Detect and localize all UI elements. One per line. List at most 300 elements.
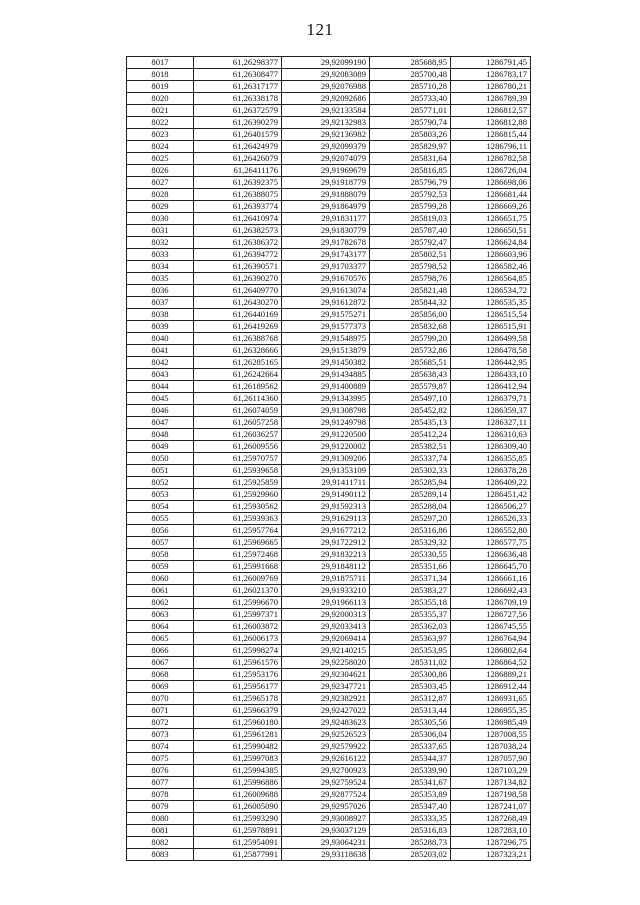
- y-coordinate-cell: 1286645,70: [451, 561, 531, 573]
- point-number-cell: 8061: [127, 585, 194, 597]
- x-coordinate-cell: 285285,94: [370, 477, 451, 489]
- table-row: [127, 117, 531, 129]
- x-coordinate-cell: 285856,00: [370, 309, 451, 321]
- longitude-cell: 29,91969679: [282, 165, 370, 177]
- x-coordinate-cell: 285383,27: [370, 585, 451, 597]
- page-number: 121: [306, 20, 334, 39]
- point-number-cell: 8075: [127, 753, 194, 765]
- table-row: [127, 717, 531, 729]
- longitude-cell: 29,92033413: [282, 621, 370, 633]
- point-number-cell: 8037: [127, 297, 194, 309]
- table-row: [127, 849, 531, 861]
- longitude-cell: 29,92140215: [282, 645, 370, 657]
- x-coordinate-cell: 285353,89: [370, 789, 451, 801]
- table-row: [127, 525, 531, 537]
- longitude-cell: 29,92133584: [282, 105, 370, 117]
- latitude-cell: 61,26298377: [194, 57, 282, 69]
- latitude-cell: 61,25993290: [194, 813, 282, 825]
- longitude-cell: 29,91830779: [282, 225, 370, 237]
- x-coordinate-cell: 285288,04: [370, 501, 451, 513]
- longitude-cell: 29,92483623: [282, 717, 370, 729]
- y-coordinate-cell: 1286412,94: [451, 381, 531, 393]
- coordinates-table: [126, 56, 531, 861]
- point-number-cell: 8059: [127, 561, 194, 573]
- x-coordinate-cell: 285802,51: [370, 249, 451, 261]
- y-coordinate-cell: 1286669,26: [451, 201, 531, 213]
- point-number-cell: 8058: [127, 549, 194, 561]
- table-row: [127, 693, 531, 705]
- x-coordinate-cell: 285353,95: [370, 645, 451, 657]
- x-coordinate-cell: 285803,26: [370, 129, 451, 141]
- x-coordinate-cell: 285363,97: [370, 633, 451, 645]
- point-number-cell: 8043: [127, 369, 194, 381]
- x-coordinate-cell: 285337,74: [370, 453, 451, 465]
- x-coordinate-cell: 285341,67: [370, 777, 451, 789]
- x-coordinate-cell: 285333,35: [370, 813, 451, 825]
- longitude-cell: 29,91864979: [282, 201, 370, 213]
- point-number-cell: 8047: [127, 417, 194, 429]
- x-coordinate-cell: 285312,87: [370, 693, 451, 705]
- y-coordinate-cell: 1286864,52: [451, 657, 531, 669]
- table-row: [127, 417, 531, 429]
- latitude-cell: 61,25972468: [194, 549, 282, 561]
- point-number-cell: 8019: [127, 81, 194, 93]
- latitude-cell: 61,26003872: [194, 621, 282, 633]
- longitude-cell: 29,91670576: [282, 273, 370, 285]
- y-coordinate-cell: 1286603,96: [451, 249, 531, 261]
- point-number-cell: 8081: [127, 825, 194, 837]
- point-number-cell: 8072: [127, 717, 194, 729]
- y-coordinate-cell: 1287103,29: [451, 765, 531, 777]
- point-number-cell: 8050: [127, 453, 194, 465]
- table-row: [127, 345, 531, 357]
- y-coordinate-cell: 1286409,22: [451, 477, 531, 489]
- point-number-cell: 8034: [127, 261, 194, 273]
- x-coordinate-cell: 285305,56: [370, 717, 451, 729]
- point-number-cell: 8080: [127, 813, 194, 825]
- x-coordinate-cell: 285831,64: [370, 153, 451, 165]
- x-coordinate-cell: 285337,65: [370, 741, 451, 753]
- latitude-cell: 61,26390270: [194, 273, 282, 285]
- latitude-cell: 61,26328666: [194, 345, 282, 357]
- x-coordinate-cell: 285819,03: [370, 213, 451, 225]
- longitude-cell: 29,91703377: [282, 261, 370, 273]
- point-number-cell: 8022: [127, 117, 194, 129]
- y-coordinate-cell: 1286355,85: [451, 453, 531, 465]
- latitude-cell: 61,25961281: [194, 729, 282, 741]
- coordinates-table-body: [127, 57, 531, 861]
- y-coordinate-cell: 1286310,63: [451, 429, 531, 441]
- latitude-cell: 61,26424979: [194, 141, 282, 153]
- x-coordinate-cell: 285688,95: [370, 57, 451, 69]
- table-row: [127, 93, 531, 105]
- longitude-cell: 29,91848112: [282, 561, 370, 573]
- y-coordinate-cell: 1286582,46: [451, 261, 531, 273]
- latitude-cell: 61,26074059: [194, 405, 282, 417]
- y-coordinate-cell: 1286433,10: [451, 369, 531, 381]
- y-coordinate-cell: 1286650,51: [451, 225, 531, 237]
- latitude-cell: 61,26411176: [194, 165, 282, 177]
- table-row: [127, 189, 531, 201]
- x-coordinate-cell: 285771,01: [370, 105, 451, 117]
- x-coordinate-cell: 285638,43: [370, 369, 451, 381]
- latitude-cell: 61,26009556: [194, 441, 282, 453]
- point-number-cell: 8056: [127, 525, 194, 537]
- point-number-cell: 8041: [127, 345, 194, 357]
- table-row: [127, 213, 531, 225]
- latitude-cell: 61,25925859: [194, 477, 282, 489]
- y-coordinate-cell: 1287323,21: [451, 849, 531, 861]
- x-coordinate-cell: 285844,32: [370, 297, 451, 309]
- latitude-cell: 61,26410974: [194, 213, 282, 225]
- longitude-cell: 29,91309206: [282, 453, 370, 465]
- x-coordinate-cell: 285792,47: [370, 237, 451, 249]
- point-number-cell: 8049: [127, 441, 194, 453]
- point-number-cell: 8017: [127, 57, 194, 69]
- table-row: [127, 813, 531, 825]
- table-row: [127, 57, 531, 69]
- table-row: [127, 537, 531, 549]
- point-number-cell: 8054: [127, 501, 194, 513]
- table-row: [127, 249, 531, 261]
- y-coordinate-cell: 1286681,44: [451, 189, 531, 201]
- x-coordinate-cell: 285300,86: [370, 669, 451, 681]
- latitude-cell: 61,25965178: [194, 693, 282, 705]
- y-coordinate-cell: 1287283,10: [451, 825, 531, 837]
- table-row: [127, 657, 531, 669]
- latitude-cell: 61,26426079: [194, 153, 282, 165]
- table-row: [127, 261, 531, 273]
- y-coordinate-cell: 1286636,48: [451, 549, 531, 561]
- y-coordinate-cell: 1286442,95: [451, 357, 531, 369]
- x-coordinate-cell: 285313,44: [370, 705, 451, 717]
- y-coordinate-cell: 1286661,16: [451, 573, 531, 585]
- table-row: [127, 789, 531, 801]
- table-row: [127, 597, 531, 609]
- latitude-cell: 61,25956177: [194, 681, 282, 693]
- table-row: [127, 633, 531, 645]
- table-row: [127, 645, 531, 657]
- point-number-cell: 8025: [127, 153, 194, 165]
- y-coordinate-cell: 1286698,06: [451, 177, 531, 189]
- longitude-cell: 29,92382921: [282, 693, 370, 705]
- y-coordinate-cell: 1286535,35: [451, 297, 531, 309]
- y-coordinate-cell: 1286985,49: [451, 717, 531, 729]
- point-number-cell: 8044: [127, 381, 194, 393]
- point-number-cell: 8045: [127, 393, 194, 405]
- x-coordinate-cell: 285497,10: [370, 393, 451, 405]
- y-coordinate-cell: 1287296,75: [451, 837, 531, 849]
- table-row: [127, 285, 531, 297]
- longitude-cell: 29,91612872: [282, 297, 370, 309]
- latitude-cell: 61,25954091: [194, 837, 282, 849]
- y-coordinate-cell: 1286309,40: [451, 441, 531, 453]
- x-coordinate-cell: 285816,85: [370, 165, 451, 177]
- longitude-cell: 29,91613074: [282, 285, 370, 297]
- y-coordinate-cell: 1286564,85: [451, 273, 531, 285]
- y-coordinate-cell: 1286379,71: [451, 393, 531, 405]
- table-row: [127, 837, 531, 849]
- point-number-cell: 8031: [127, 225, 194, 237]
- latitude-cell: 61,25930562: [194, 501, 282, 513]
- table-row: [127, 129, 531, 141]
- point-number-cell: 8024: [127, 141, 194, 153]
- point-number-cell: 8036: [127, 285, 194, 297]
- longitude-cell: 29,91400889: [282, 381, 370, 393]
- longitude-cell: 29,92526523: [282, 729, 370, 741]
- table-row: [127, 609, 531, 621]
- y-coordinate-cell: 1286889,21: [451, 669, 531, 681]
- x-coordinate-cell: 285203,02: [370, 849, 451, 861]
- latitude-cell: 61,26430270: [194, 297, 282, 309]
- longitude-cell: 29,91220002: [282, 441, 370, 453]
- point-number-cell: 8082: [127, 837, 194, 849]
- table-row: [127, 729, 531, 741]
- x-coordinate-cell: 285288,73: [370, 837, 451, 849]
- latitude-cell: 61,26401579: [194, 129, 282, 141]
- table-row: [127, 381, 531, 393]
- x-coordinate-cell: 285685,51: [370, 357, 451, 369]
- latitude-cell: 61,25969665: [194, 537, 282, 549]
- latitude-cell: 61,26036257: [194, 429, 282, 441]
- x-coordinate-cell: 285579,87: [370, 381, 451, 393]
- point-number-cell: 8028: [127, 189, 194, 201]
- point-number-cell: 8040: [127, 333, 194, 345]
- table-row: [127, 825, 531, 837]
- table-row: [127, 501, 531, 513]
- longitude-cell: 29,92069414: [282, 633, 370, 645]
- longitude-cell: 29,92759524: [282, 777, 370, 789]
- longitude-cell: 29,92076988: [282, 81, 370, 93]
- table-row: [127, 489, 531, 501]
- latitude-cell: 61,26388768: [194, 333, 282, 345]
- table-row: [127, 105, 531, 117]
- x-coordinate-cell: 285355,18: [370, 597, 451, 609]
- x-coordinate-cell: 285339,90: [370, 765, 451, 777]
- latitude-cell: 61,26338178: [194, 93, 282, 105]
- y-coordinate-cell: 1286552,80: [451, 525, 531, 537]
- table-row: [127, 573, 531, 585]
- x-coordinate-cell: 285700,48: [370, 69, 451, 81]
- x-coordinate-cell: 285787,40: [370, 225, 451, 237]
- y-coordinate-cell: 1286726,04: [451, 165, 531, 177]
- point-number-cell: 8073: [127, 729, 194, 741]
- point-number-cell: 8057: [127, 537, 194, 549]
- table-row: [127, 705, 531, 717]
- table-row: [127, 549, 531, 561]
- table-row: [127, 561, 531, 573]
- y-coordinate-cell: 1286789,39: [451, 93, 531, 105]
- table-row: [127, 225, 531, 237]
- point-number-cell: 8068: [127, 669, 194, 681]
- y-coordinate-cell: 1286783,17: [451, 69, 531, 81]
- table-row: [127, 393, 531, 405]
- latitude-cell: 61,25994385: [194, 765, 282, 777]
- y-coordinate-cell: 1286499,58: [451, 333, 531, 345]
- table-row: [127, 81, 531, 93]
- table-row: [127, 321, 531, 333]
- latitude-cell: 61,26114360: [194, 393, 282, 405]
- x-coordinate-cell: 285799,20: [370, 333, 451, 345]
- y-coordinate-cell: 1286534,72: [451, 285, 531, 297]
- longitude-cell: 29,91548975: [282, 333, 370, 345]
- longitude-cell: 29,91450382: [282, 357, 370, 369]
- point-number-cell: 8051: [127, 465, 194, 477]
- table-row: [127, 405, 531, 417]
- longitude-cell: 29,93008927: [282, 813, 370, 825]
- longitude-cell: 29,93064231: [282, 837, 370, 849]
- longitude-cell: 29,92092686: [282, 93, 370, 105]
- y-coordinate-cell: 1286727,56: [451, 609, 531, 621]
- latitude-cell: 61,26440169: [194, 309, 282, 321]
- table-row: [127, 69, 531, 81]
- table-row: [127, 309, 531, 321]
- latitude-cell: 61,26390279: [194, 117, 282, 129]
- latitude-cell: 61,26057258: [194, 417, 282, 429]
- longitude-cell: 29,92136982: [282, 129, 370, 141]
- y-coordinate-cell: 1286515,91: [451, 321, 531, 333]
- longitude-cell: 29,92427022: [282, 705, 370, 717]
- y-coordinate-cell: 1287198,58: [451, 789, 531, 801]
- point-number-cell: 8046: [127, 405, 194, 417]
- longitude-cell: 29,92258020: [282, 657, 370, 669]
- y-coordinate-cell: 1286577,75: [451, 537, 531, 549]
- point-number-cell: 8033: [127, 249, 194, 261]
- x-coordinate-cell: 285306,04: [370, 729, 451, 741]
- x-coordinate-cell: 285435,13: [370, 417, 451, 429]
- x-coordinate-cell: 285355,37: [370, 609, 451, 621]
- latitude-cell: 61,26005090: [194, 801, 282, 813]
- point-number-cell: 8042: [127, 357, 194, 369]
- latitude-cell: 61,26393774: [194, 201, 282, 213]
- y-coordinate-cell: 1287008,55: [451, 729, 531, 741]
- latitude-cell: 61,25929960: [194, 489, 282, 501]
- longitude-cell: 29,91575271: [282, 309, 370, 321]
- table-row: [127, 141, 531, 153]
- table-row: [127, 585, 531, 597]
- point-number-cell: 8029: [127, 201, 194, 213]
- x-coordinate-cell: 285821,48: [370, 285, 451, 297]
- y-coordinate-cell: 1286327,11: [451, 417, 531, 429]
- point-number-cell: 8079: [127, 801, 194, 813]
- longitude-cell: 29,92083089: [282, 69, 370, 81]
- y-coordinate-cell: 1286931,65: [451, 693, 531, 705]
- point-number-cell: 8069: [127, 681, 194, 693]
- y-coordinate-cell: 1286815,44: [451, 129, 531, 141]
- y-coordinate-cell: 1286692,43: [451, 585, 531, 597]
- table-row: [127, 201, 531, 213]
- y-coordinate-cell: 1287038,24: [451, 741, 531, 753]
- x-coordinate-cell: 285297,20: [370, 513, 451, 525]
- latitude-cell: 61,26382573: [194, 225, 282, 237]
- longitude-cell: 29,91966113: [282, 597, 370, 609]
- table-row: [127, 237, 531, 249]
- latitude-cell: 61,26006173: [194, 633, 282, 645]
- point-number-cell: 8070: [127, 693, 194, 705]
- table-row: [127, 741, 531, 753]
- table-row: [127, 165, 531, 177]
- longitude-cell: 29,91577373: [282, 321, 370, 333]
- point-number-cell: 8062: [127, 597, 194, 609]
- y-coordinate-cell: 1286359,37: [451, 405, 531, 417]
- latitude-cell: 61,26390571: [194, 261, 282, 273]
- table-row: [127, 273, 531, 285]
- point-number-cell: 8023: [127, 129, 194, 141]
- y-coordinate-cell: 1286764,94: [451, 633, 531, 645]
- point-number-cell: 8055: [127, 513, 194, 525]
- table-row: [127, 153, 531, 165]
- x-coordinate-cell: 285362,03: [370, 621, 451, 633]
- latitude-cell: 61,26189562: [194, 381, 282, 393]
- y-coordinate-cell: 1286780,21: [451, 81, 531, 93]
- x-coordinate-cell: 285302,33: [370, 465, 451, 477]
- longitude-cell: 29,92700923: [282, 765, 370, 777]
- latitude-cell: 61,26372579: [194, 105, 282, 117]
- longitude-cell: 29,91831177: [282, 213, 370, 225]
- x-coordinate-cell: 285289,14: [370, 489, 451, 501]
- latitude-cell: 61,25953176: [194, 669, 282, 681]
- longitude-cell: 29,92957026: [282, 801, 370, 813]
- point-number-cell: 8039: [127, 321, 194, 333]
- table-row: [127, 669, 531, 681]
- point-number-cell: 8074: [127, 741, 194, 753]
- x-coordinate-cell: 285829,97: [370, 141, 451, 153]
- point-number-cell: 8018: [127, 69, 194, 81]
- latitude-cell: 61,25991668: [194, 561, 282, 573]
- longitude-cell: 29,91513879: [282, 345, 370, 357]
- longitude-cell: 29,91933210: [282, 585, 370, 597]
- longitude-cell: 29,91411711: [282, 477, 370, 489]
- latitude-cell: 61,25957764: [194, 525, 282, 537]
- y-coordinate-cell: 1286651,75: [451, 213, 531, 225]
- x-coordinate-cell: 285382,51: [370, 441, 451, 453]
- latitude-cell: 61,25990482: [194, 741, 282, 753]
- table-row: [127, 429, 531, 441]
- point-number-cell: 8065: [127, 633, 194, 645]
- latitude-cell: 61,25997371: [194, 609, 282, 621]
- latitude-cell: 61,26009769: [194, 573, 282, 585]
- x-coordinate-cell: 285316,83: [370, 825, 451, 837]
- y-coordinate-cell: 1286782,58: [451, 153, 531, 165]
- point-number-cell: 8026: [127, 165, 194, 177]
- y-coordinate-cell: 1286506,27: [451, 501, 531, 513]
- x-coordinate-cell: 285316,86: [370, 525, 451, 537]
- x-coordinate-cell: 285799,28: [370, 201, 451, 213]
- longitude-cell: 29,93037129: [282, 825, 370, 837]
- latitude-cell: 61,26392375: [194, 177, 282, 189]
- y-coordinate-cell: 1286378,28: [451, 465, 531, 477]
- latitude-cell: 61,25960180: [194, 717, 282, 729]
- table-row: [127, 369, 531, 381]
- longitude-cell: 29,91832213: [282, 549, 370, 561]
- longitude-cell: 29,92099190: [282, 57, 370, 69]
- point-number-cell: 8048: [127, 429, 194, 441]
- latitude-cell: 61,26242664: [194, 369, 282, 381]
- y-coordinate-cell: 1286451,42: [451, 489, 531, 501]
- longitude-cell: 29,93118638: [282, 849, 370, 861]
- latitude-cell: 61,25998274: [194, 645, 282, 657]
- point-number-cell: 8020: [127, 93, 194, 105]
- table-row: [127, 357, 531, 369]
- table-row: [127, 477, 531, 489]
- point-number-cell: 8035: [127, 273, 194, 285]
- point-number-cell: 8076: [127, 765, 194, 777]
- point-number-cell: 8078: [127, 789, 194, 801]
- latitude-cell: 61,26317177: [194, 81, 282, 93]
- longitude-cell: 29,92616122: [282, 753, 370, 765]
- longitude-cell: 29,91677212: [282, 525, 370, 537]
- x-coordinate-cell: 285303,45: [370, 681, 451, 693]
